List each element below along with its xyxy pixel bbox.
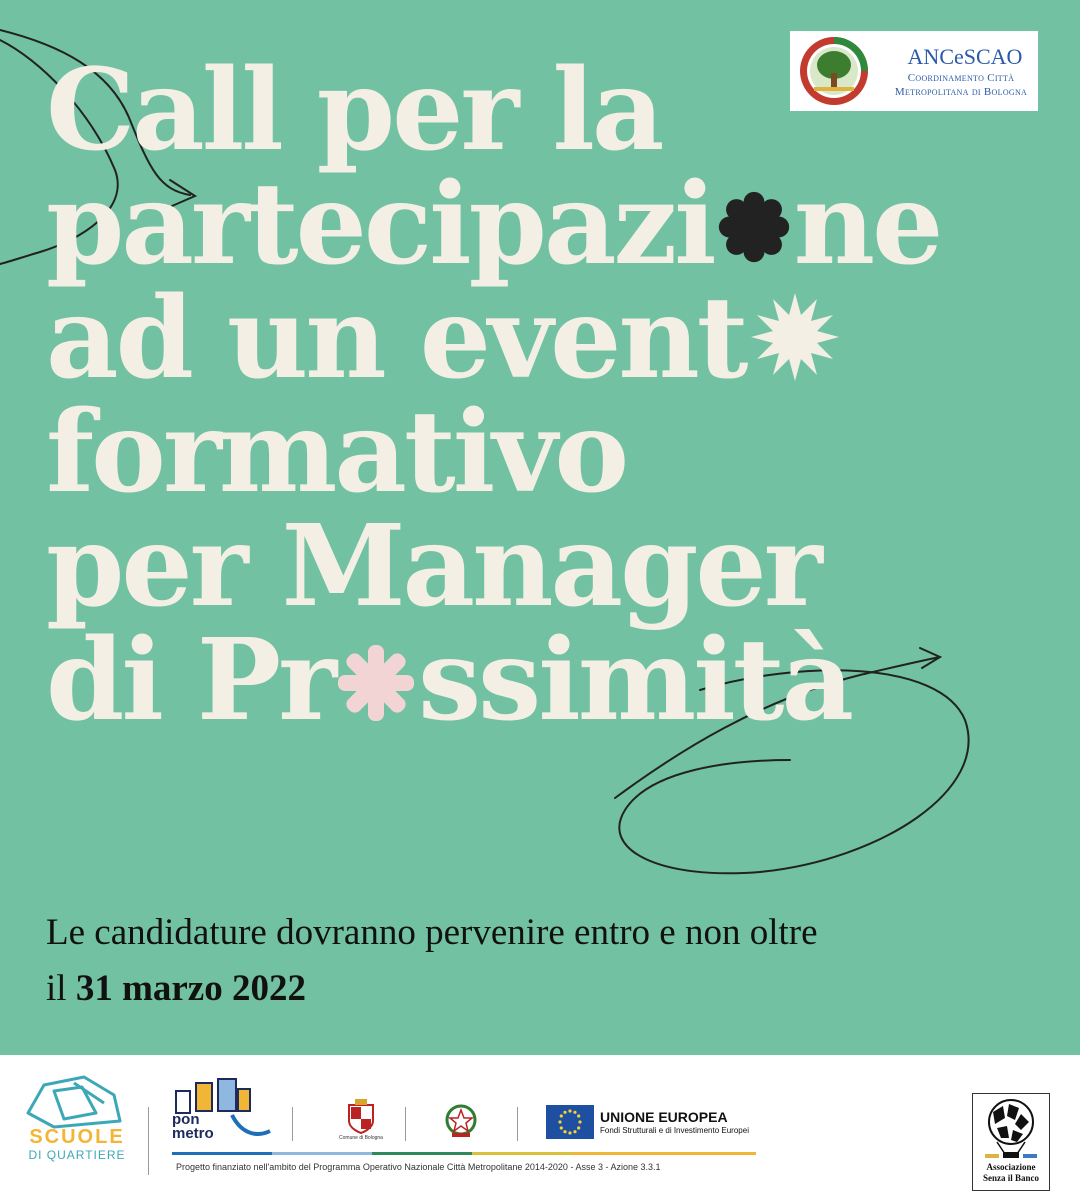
balloon-icon [983,1098,1039,1160]
scuole-house-icon [24,1073,124,1129]
ue-subtitle: Fondi Strutturali e di Investimento Europei [600,1126,749,1135]
logo-subtitle-line: Metropolitana di Bologna [894,86,1028,98]
divider [148,1107,149,1175]
assoc-line: Associazione [986,1162,1036,1172]
headline-text: ne [793,159,941,290]
deadline-prefix: il [46,968,76,1009]
divider [517,1107,518,1141]
headline-line [46,273,940,404]
logo-subtitle [886,71,1036,99]
headline-text: ssimità [418,615,852,746]
divider [292,1107,293,1141]
pon-metro-label [172,1113,214,1141]
deadline-line-1: Le candidature dovranno pervenire entro e non oltre [46,912,818,953]
funding-note: Progetto finanziato nell'ambito del Programma Operativo Nazionale Città Metropolitane 2014-2020 - Asse 3 - Azione 3.3.1 [176,1162,661,1172]
ancescao-logo [790,31,1038,111]
ue-title: UNIONE EUROPEA [600,1109,728,1125]
pon-word: pon [172,1111,200,1128]
comune-label: Comune di Bologna [339,1135,383,1141]
headline-text: ad un event [46,273,746,404]
metro-word: metro [172,1125,214,1142]
scuole-title: SCUOLE [29,1126,125,1148]
comune-bologna-crest-icon [345,1099,377,1135]
senza-il-banco-logo [972,1093,1050,1191]
headline-line [46,615,940,746]
headline [46,45,941,746]
deadline-text [46,905,818,1017]
scuole-subtitle: DI QUARTIERE [28,1148,126,1162]
tree-seal-icon [798,35,870,107]
deadline-date: 31 marzo 2022 [75,968,306,1009]
headline-line [46,159,941,290]
asterisk-icon [336,643,416,723]
footer-logos [0,1055,1080,1200]
headline-line: formativo [46,387,627,518]
star-burst-icon [749,291,841,383]
headline-text: di Pr [46,615,335,746]
logo-subtitle-line: Coordinamento Città [907,72,1015,84]
color-strip [172,1152,756,1155]
headline-text: partecipazi [46,159,714,290]
italian-emblem-icon [444,1103,478,1139]
divider [405,1107,406,1141]
assoc-line: Senza il Banco [982,1173,1039,1183]
assoc-label [973,1162,1049,1184]
flower-icon [716,189,792,265]
headline-line: per Manager [46,501,820,632]
headline-line: Call per la [46,45,662,176]
eu-flag-icon [546,1105,594,1139]
logo-title: ANCeSCAO [907,44,1023,69]
